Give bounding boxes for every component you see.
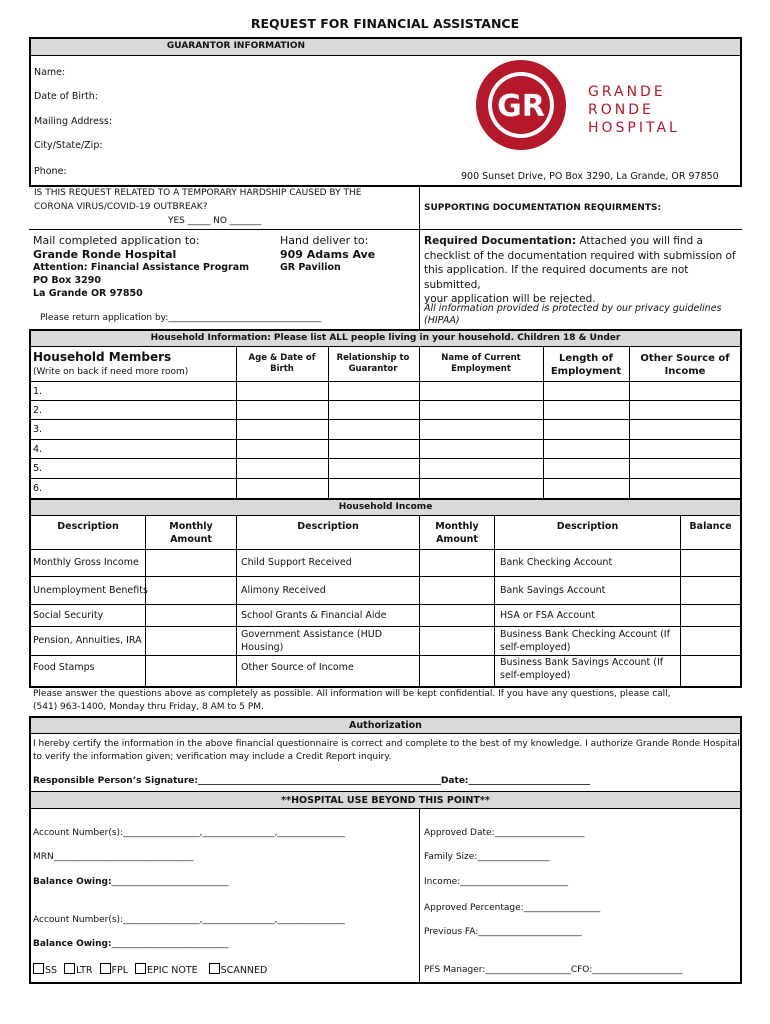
income-h-desc3: Description [556, 521, 619, 532]
ltr-label: LTR [76, 965, 93, 976]
income-row3-c3: HSA or FSA Account [500, 610, 595, 621]
household-row[interactable]: 5. [33, 463, 43, 474]
epic-note-label: EPIC NOTE [147, 965, 198, 976]
col-length: Length of Employment [550, 353, 622, 377]
mail-pobox: PO Box 3290 [33, 275, 101, 286]
income-h-desc2: Description [297, 521, 359, 532]
col-age: Age & Date of Birth [248, 353, 316, 374]
logo-monogram: GR [497, 89, 545, 124]
income-row2-c1: Unemployment Benefits [33, 585, 148, 596]
covid-yes-no[interactable]: YES _____ NO _______ [168, 216, 262, 226]
household-row[interactable]: 6. [33, 483, 43, 494]
privacy-line2: (HIPAA) [424, 315, 460, 326]
hospital-logo-icon [474, 58, 568, 152]
income-row1-c1: Monthly Gross Income [33, 557, 139, 568]
income-row5-c2: Other Source of Income [241, 662, 354, 673]
hand-deliver-address: 909 Adams Ave [280, 248, 376, 261]
auth-text: I hereby certify the information in the above financial questionnaire is correct and complete to the best of my knowledge. I authorize Grande Ronde Hospital to verify the information given; verification may include a Credit Report inquiry. [33, 739, 740, 762]
dob-field[interactable]: Date of Birth: [34, 91, 98, 102]
household-members-title: Household Members [33, 350, 172, 364]
hand-deliver-place: GR Pavilion [280, 262, 341, 273]
approved-date-field[interactable]: Approved Date:____________________ [424, 828, 585, 838]
required-docs-text4: your application will be rejected. [424, 293, 596, 305]
household-row[interactable]: 4. [33, 444, 43, 455]
account-numbers-field-1[interactable]: Account Number(s):_________________,________________,_______________ [33, 828, 345, 838]
household-banner: Household Information: Please list ALL people living in your household. Children 18 & Under [150, 333, 621, 343]
hospital-use-banner: **HOSPITAL USE BEYOND THIS POINT** [281, 795, 490, 806]
required-docs [424, 234, 738, 307]
income-h-balance: Balance [689, 521, 732, 532]
name-field[interactable]: Name: [34, 67, 66, 78]
income-row2-c3: Bank Savings Account [500, 585, 606, 596]
covid-question-line1: IS THIS REQUEST RELATED TO A TEMPORARY HARDSHIP CAUSED BY THE [34, 188, 362, 198]
family-size-field[interactable]: Family Size:________________ [424, 852, 550, 862]
income-field[interactable]: Income:________________________ [424, 877, 569, 887]
auth-banner: Authorization [349, 720, 422, 731]
col-employment: Name of Current Employment [441, 353, 521, 374]
income-banner: Household Income [338, 502, 433, 512]
guarantor-header: GUARANTOR INFORMATION [166, 41, 306, 51]
income-row2-c2: Alimony Received [241, 585, 326, 596]
required-docs-text1: Attached you will find a [576, 235, 703, 247]
income-row3-c2: School Grants & Financial Aide [241, 610, 387, 621]
household-row[interactable]: 2. [33, 405, 43, 416]
epic-note-checkbox[interactable] [135, 963, 146, 974]
mailing-address-field[interactable]: Mailing Address: [34, 116, 113, 127]
checkbox-row [33, 963, 267, 976]
income-row4-c2: Government Assistance (HUD Housing) [241, 629, 383, 653]
household-row[interactable]: 3. [33, 424, 43, 435]
fpl-checkbox[interactable] [100, 963, 111, 974]
privacy-note [424, 303, 722, 327]
ss-label: SS [45, 965, 58, 976]
col-other-income: Other Source of Income [640, 353, 730, 377]
hospital-name-line1: GRANDE [588, 84, 666, 100]
income-h-monthly2: Monthly Amount [435, 521, 479, 545]
income-h-desc: Description [57, 521, 119, 532]
required-docs-text2: checklist of the documentation required with submission of [424, 249, 736, 262]
income-row4-c1: Pension, Annuities, IRA [33, 635, 142, 646]
return-by-field[interactable]: Please return application by:__________________________________ [40, 313, 322, 323]
income-row5-c3: Business Bank Savings Account (If self-employed) [500, 657, 664, 681]
hospital-name-line3: HOSPITAL [588, 120, 680, 136]
phone-field[interactable]: Phone: [34, 166, 67, 177]
covid-question-line2: CORONA VIRUS/COVID-19 OUTBREAK? [34, 202, 208, 212]
page-title: REQUEST FOR FINANCIAL ASSISTANCE [250, 16, 520, 31]
mail-name: Grande Ronde Hospital [33, 248, 177, 261]
income-row1-c2: Child Support Received [241, 557, 352, 568]
contact-note: Please answer the questions above as completely as possible. All information will be kept confidential. If you have any questions, please call, (541) 963-1400, Monday thru Friday, 8 AM to 5 PM. [33, 689, 671, 712]
col-relationship: Relationship to Guarantor [336, 353, 410, 374]
mail-label: Mail completed application to: [33, 234, 200, 247]
privacy-line1: All information provided is protected by our privacy guidelines [424, 303, 722, 314]
scanned-label: SCANNED [220, 965, 268, 976]
pfs-manager-field[interactable]: PFS Manager:___________________CFO:____________________ [424, 965, 683, 975]
household-row[interactable]: 1. [33, 386, 43, 397]
ltr-checkbox[interactable] [64, 963, 75, 974]
required-docs-text3: this application. If the required documents are not submitted, [424, 264, 689, 291]
income-row4-c3: Business Bank Checking Account (If self-employed) [500, 629, 670, 653]
approved-percentage-field[interactable]: Approved Percentage:_________________ [424, 903, 601, 913]
income-row1-c3: Bank Checking Account [500, 557, 613, 568]
hospital-name-line2: RONDE [588, 102, 654, 118]
required-docs-label: Required Documentation: [424, 235, 577, 247]
income-row3-c1: Social Security [33, 610, 104, 621]
mail-attention: Attention: Financial Assistance Program [33, 262, 250, 273]
mrn-field[interactable]: MRN_______________________________ [33, 852, 194, 862]
previous-fa-field[interactable]: Previous FA:_______________________ [424, 927, 582, 937]
hand-deliver-label: Hand deliver to: [280, 234, 369, 247]
ss-checkbox[interactable] [33, 963, 44, 974]
hospital-address: 900 Sunset Drive, PO Box 3290, La Grande, OR 97850 [461, 171, 719, 182]
city-state-zip-field[interactable]: City/State/Zip: [34, 140, 103, 151]
income-row5-c1: Food Stamps [33, 662, 95, 673]
account-numbers-field-2[interactable]: Account Number(s):_________________,________________,_______________ [33, 915, 345, 925]
income-h-monthly: Monthly Amount [169, 521, 213, 545]
household-members-note: (Write on back if need more room) [33, 367, 189, 377]
scanned-checkbox[interactable] [209, 963, 220, 974]
signature-field[interactable]: Responsible Person’s Signature:______________________________________________________Date:___________________________ [33, 776, 591, 786]
balance-owing-field-1[interactable]: Balance Owing:__________________________ [33, 877, 229, 887]
fpl-label: FPL [111, 965, 129, 976]
mail-city: La Grande OR 97850 [33, 288, 143, 299]
supporting-docs-heading: SUPPORTING DOCUMENTATION REQUIRMENTS: [424, 203, 662, 213]
balance-owing-field-2[interactable]: Balance Owing:__________________________ [33, 939, 229, 949]
